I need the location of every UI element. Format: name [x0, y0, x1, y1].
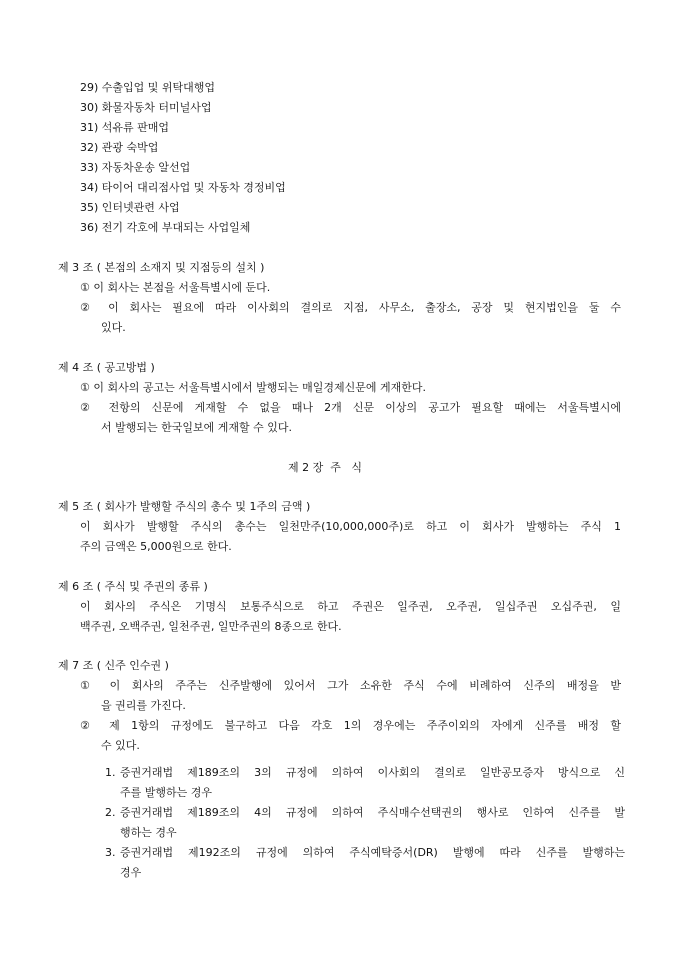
article-6-title: 제 6 조 ( 주식 및 주권의 종류 ) — [58, 580, 208, 593]
article-4-clause-2: ② 전항의 신문에 게재할 수 없을 때나 2개 신문 이상의 공고가 필요할 때에는 서울특별시에 — [80, 401, 621, 414]
article-3-title: 제 3 조 ( 본점의 소재지 및 지점등의 설치 ) — [58, 261, 265, 274]
business-item-36: 36) 전기 각호에 부대되는 사업일체 — [80, 221, 251, 234]
business-item-33: 33) 자동차운송 알선업 — [80, 161, 191, 174]
article-7-item-1-cont: 주를 발행하는 경우 — [120, 786, 213, 799]
article-7-item-3-cont: 경우 — [120, 866, 142, 879]
business-item-29: 29) 수출입업 및 위탁대행업 — [80, 81, 216, 94]
article-7-item-2-number: 2. — [105, 806, 116, 819]
article-3-clause-2-cont: 있다. — [101, 321, 126, 334]
business-item-34: 34) 타이어 대리점사업 및 자동차 경정비업 — [80, 181, 286, 194]
chapter-2-heading: 제 2 장 주 식 — [288, 461, 362, 474]
business-item-31: 31) 석유류 판매업 — [80, 121, 170, 134]
article-7-item-1: 증권거래법 제189조의 3의 규정에 의하여 이사회의 결의로 일반공모증자 방식으로 신 — [120, 766, 625, 779]
article-3-clause-2: ② 이 회사는 필요에 따라 이사회의 결의로 지점, 사무소, 출장소, 공장 및 현지법인을 둘 수 — [80, 301, 621, 314]
article-7-title: 제 7 조 ( 신주 인수권 ) — [58, 659, 169, 672]
article-5-body-cont: 주의 금액은 5,000원으로 한다. — [80, 540, 232, 553]
article-5-title: 제 5 조 ( 회사가 발행할 주식의 총수 및 1주의 금액 ) — [58, 500, 311, 513]
business-item-32: 32) 관광 숙박업 — [80, 141, 159, 154]
article-7-item-2: 증권거래법 제189조의 4의 규정에 의하여 주식매수선택권의 행사로 인하여 신주를 발 — [120, 806, 625, 819]
article-7-item-3-number: 3. — [105, 846, 116, 859]
article-7-clause-2-cont: 수 있다. — [101, 739, 140, 752]
article-5-body: 이 회사가 발행할 주식의 총수는 일천만주(10,000,000주)로 하고 이 회사가 발행하는 주식 1 — [80, 520, 621, 533]
article-4-title: 제 4 조 ( 공고방법 ) — [58, 361, 155, 374]
article-7-item-1-number: 1. — [105, 766, 116, 779]
article-3-clause-1: ① 이 회사는 본점을 서울특별시에 둔다. — [80, 281, 271, 294]
article-7-clause-2: ② 제 1항의 규정에도 불구하고 다음 각호 1의 경우에는 주주이외의 자에게 신주를 배정 할 — [80, 719, 621, 732]
article-6-body: 이 회사의 주식은 기명식 보통주식으로 하고 주권은 일주권, 오주권, 일십주권 오십주권, 일 — [80, 600, 621, 613]
article-7-item-2-cont: 행하는 경우 — [120, 826, 177, 839]
article-7-clause-1: ① 이 회사의 주주는 신주발행에 있어서 그가 소유한 주식 수에 비례하여 신주의 배정을 받 — [80, 679, 621, 692]
article-4-clause-2-cont: 서 발행되는 한국일보에 게재할 수 있다. — [101, 421, 292, 434]
business-item-35: 35) 인터넷관련 사업 — [80, 201, 180, 214]
article-6-body-cont: 백주권, 오백주권, 일천주권, 일만주권의 8종으로 한다. — [80, 620, 342, 633]
business-item-30: 30) 화물자동차 터미널사업 — [80, 101, 212, 114]
article-4-clause-1: ① 이 회사의 공고는 서울특별시에서 발행되는 매일경제신문에 게재한다. — [80, 381, 426, 394]
article-7-clause-1-cont: 을 권리를 가진다. — [101, 699, 186, 712]
article-7-item-3: 증권거래법 제192조의 규정에 의하여 주식예탁증서(DR) 발행에 따라 신주를 발행하는 — [120, 846, 625, 859]
